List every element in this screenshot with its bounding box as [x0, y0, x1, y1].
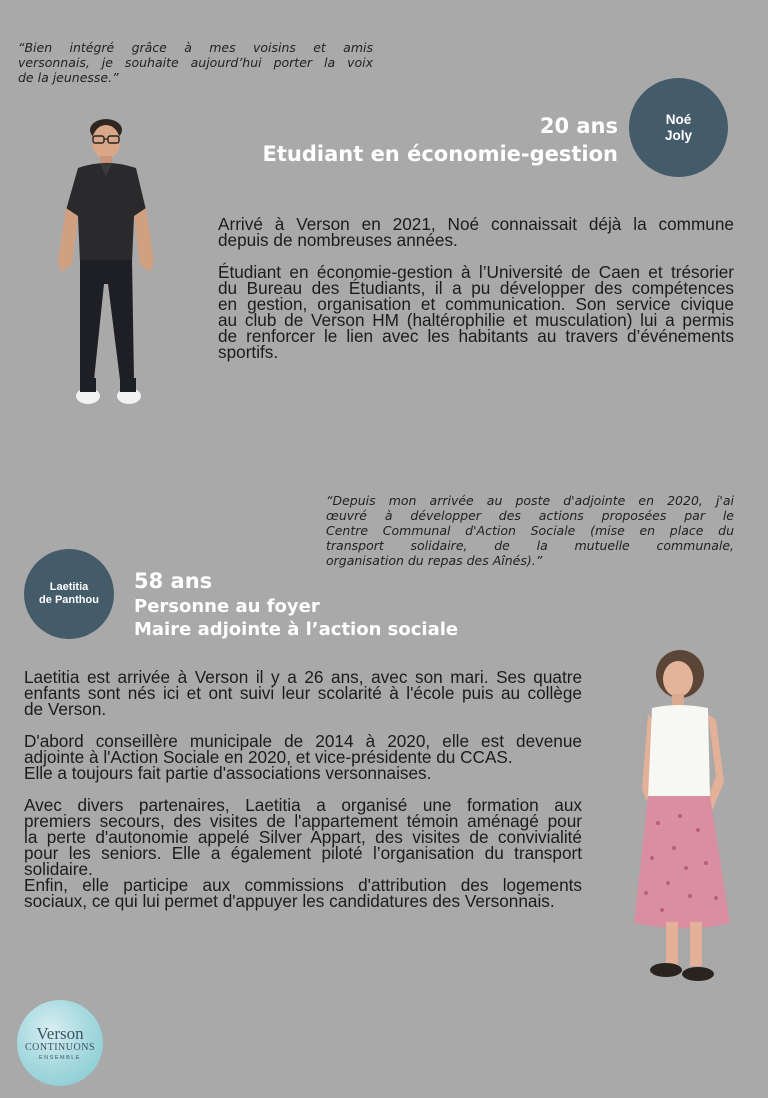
laetitia-photo [628, 648, 738, 993]
laetitia-age: 58 ans [134, 569, 213, 593]
laetitia-bio [24, 669, 582, 909]
laetitia-bio-line: la perte d'autonomie appelé Silver Appart, des visites de convivialité [24, 827, 582, 847]
noe-bio-line: en gestion, organisation et communication. Son service civique [218, 294, 734, 314]
noe-quote-line: “Bien intégré grâce à mes voisins et amis [18, 40, 373, 55]
verson-logo [17, 1000, 103, 1086]
noe-bio-line: Étudiant en économie-gestion à l’Université de Caen et trésorier [218, 262, 734, 282]
noe-last-name: Joly [664, 127, 692, 143]
noe-occupation: Etudiant en économie-gestion [262, 142, 618, 166]
laetitia-bio-line: adjointe à l'Action Sociale en 2020, et vice-présidente du CCAS. [24, 747, 513, 767]
laetitia-quote-line: “Depuis mon arrivée au poste d'adjointe en 2020, j'ai [326, 493, 734, 508]
noe-quote-line: versonnais, je souhaite aujourd’hui porter la voix [18, 55, 373, 70]
noe-name-badge [629, 78, 728, 177]
noe-photo [50, 112, 165, 412]
laetitia-role-1: Personne au foyer [134, 596, 320, 617]
laetitia-bio-line: solidaire. [24, 859, 93, 879]
laetitia-bio-line: D'abord conseillère municipale de 2014 à 2020, elle est devenue [24, 731, 582, 751]
laetitia-bio-line: Laetitia est arrivée à Verson il y a 26 ans, avec son mari. Ses quatre [24, 667, 582, 687]
laetitia-first-name: Laetitia [49, 581, 89, 593]
noe-bio-line: sportifs. [218, 342, 279, 362]
laetitia-bio-line: de Verson. [24, 699, 107, 719]
laetitia-quote-line: œuvré à développer des actions proposées par le [326, 508, 734, 523]
laetitia-bio-line: Elle a toujours fait partie d'associations versonnaises. [24, 763, 432, 783]
noe-first-name: Noé [665, 111, 692, 127]
laetitia-bio-line: sociaux, ce qui lui permet d'appuyer les candidatures des Versonnais. [24, 891, 555, 911]
noe-bio-line: Arrivé à Verson en 2021, Noé connaissait déjà la commune [218, 214, 734, 234]
noe-bio-line: depuis de nombreuses années. [218, 230, 458, 250]
laetitia-bio-line: Avec divers partenaires, Laetitia a organisé une formation aux [24, 795, 582, 815]
noe-bio-line: au club de Verson HM (haltérophilie et musculation) lui a permis [218, 310, 734, 330]
laetitia-bio-line: pour les seniors. Elle a également piloté l’organisation du transport [24, 843, 582, 863]
laetitia-quote [326, 493, 734, 568]
laetitia-bio-line: premiers secours, des visites de l'appartement témoin aménagé pour [24, 811, 582, 831]
laetitia-bio-line: enfants sont nés ici et ont suivi leur scolarité à l'école puis au collège [24, 683, 582, 703]
logo-line-3: ENSEMBLE [39, 1054, 81, 1061]
noe-bio-line: de renforcer le lien avec les habitants au travers d’événements [218, 326, 734, 346]
noe-quote [18, 40, 373, 85]
laetitia-bio-line: Enfin, elle participe aux commissions d'attribution des logements [24, 875, 582, 895]
logo-line-1: Verson [36, 1023, 84, 1043]
laetitia-quote-line: transport solidaire, de la mutuelle communale, [326, 538, 734, 553]
noe-bio [218, 216, 734, 360]
laetitia-name-badge [24, 549, 114, 639]
noe-bio-line: du Bureau des Étudiants, il a pu développer des compétences [218, 278, 734, 298]
laetitia-quote-line: organisation du repas des Aînés).” [326, 553, 543, 568]
laetitia-quote-line: Centre Communal d'Action Sociale (mise en place du [326, 523, 734, 538]
laetitia-last-name: de Panthou [39, 594, 99, 606]
noe-quote-line: de la jeunesse.” [18, 70, 119, 85]
noe-age: 20 ans [539, 114, 618, 138]
laetitia-role-2: Maire adjointe à l’action sociale [134, 619, 459, 640]
logo-line-2: CONTINUONS [25, 1041, 95, 1053]
